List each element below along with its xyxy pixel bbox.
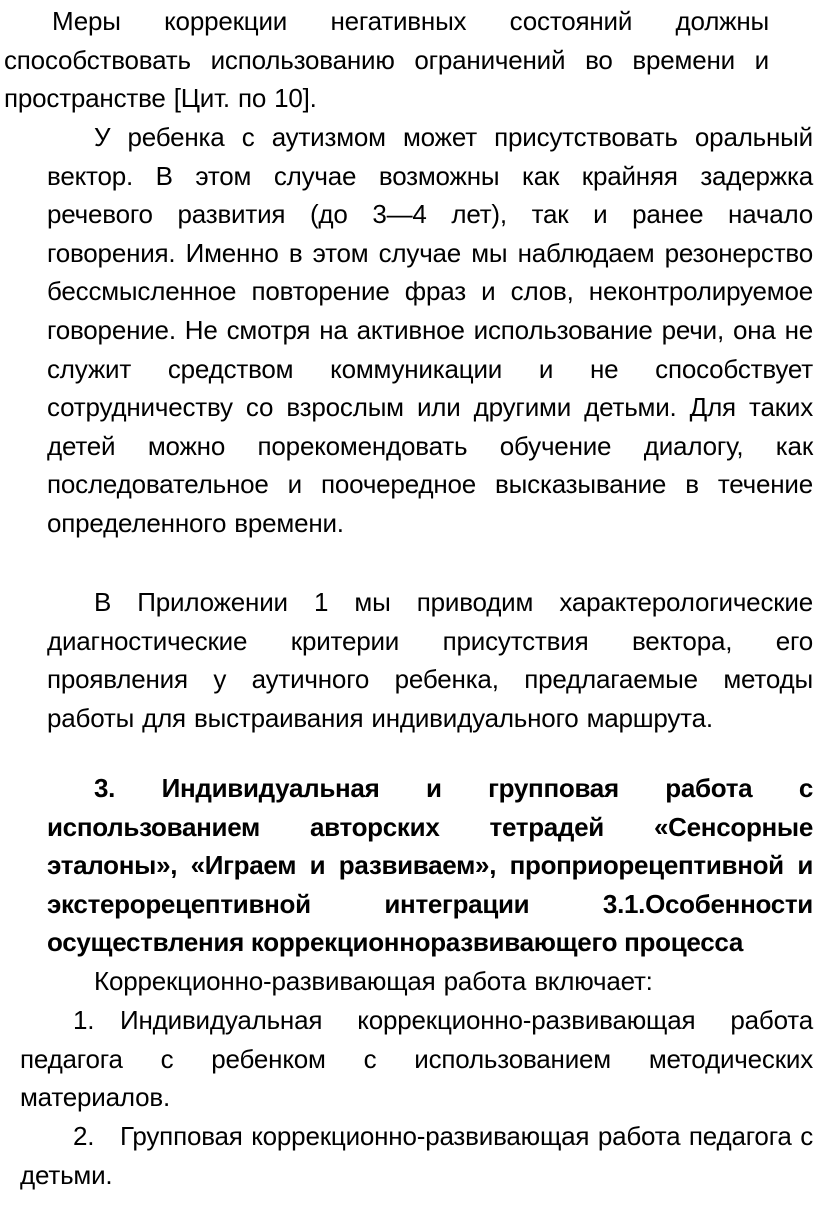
list-item bbox=[20, 1117, 813, 1194]
list-item-text: Индивидуальная коррекционно-развивающая работа педагога с ребенком с использованием методических материалов. bbox=[20, 1005, 813, 1113]
list-item-number: 1. bbox=[73, 1005, 95, 1035]
list-item bbox=[20, 1001, 813, 1117]
list-item-number: 2. bbox=[73, 1121, 95, 1151]
paragraph-correction-measures: Меры коррекции негативных состояний должны способствовать использованию ограничений во времени и пространстве [Цит. по 10]. bbox=[4, 6, 769, 114]
paragraph-appendix-reference: В Приложении 1 мы приводим характерологические диагностические критерии присутствия вектора, его проявления у аутичного ребенка, предлагаемые методы работы для выстраивания индивидуального маршрута. bbox=[47, 587, 813, 733]
intro-line: Коррекционно-развивающая работа включает: bbox=[94, 966, 653, 996]
list-item-text: Групповая коррекционно-развивающая работа педагога с детьми. bbox=[20, 1121, 813, 1190]
paragraph-oral-vector: У ребенка с аутизмом может присутствовать оральный вектор. В этом случае возможны как крайняя задержка речевого развития (до 3—4 лет), так и ранее начало говорения. Именно в этом случае мы наблюдаем резонерство бессмысленное повторение фраз и слов, неконтролируемое говорение. Не смотря на активное использование речи, она не служит средством коммуникации и не способствует сотрудничеству со взрослым или другими детьми. Для таких детей можно порекомендовать обучение диалогу, как последовательное и поочередное высказывание в течение определенного времени. bbox=[47, 122, 813, 538]
section-heading: 3. Индивидуальная и групповая работа с использованием авторских тетрадей «Сенсорные эталоны», «Играем и развиваем», проприорецептивной и экстерорецептивной интеграции 3.1.Особенности осуществления коррекционноразвивающего процесса bbox=[47, 773, 813, 958]
